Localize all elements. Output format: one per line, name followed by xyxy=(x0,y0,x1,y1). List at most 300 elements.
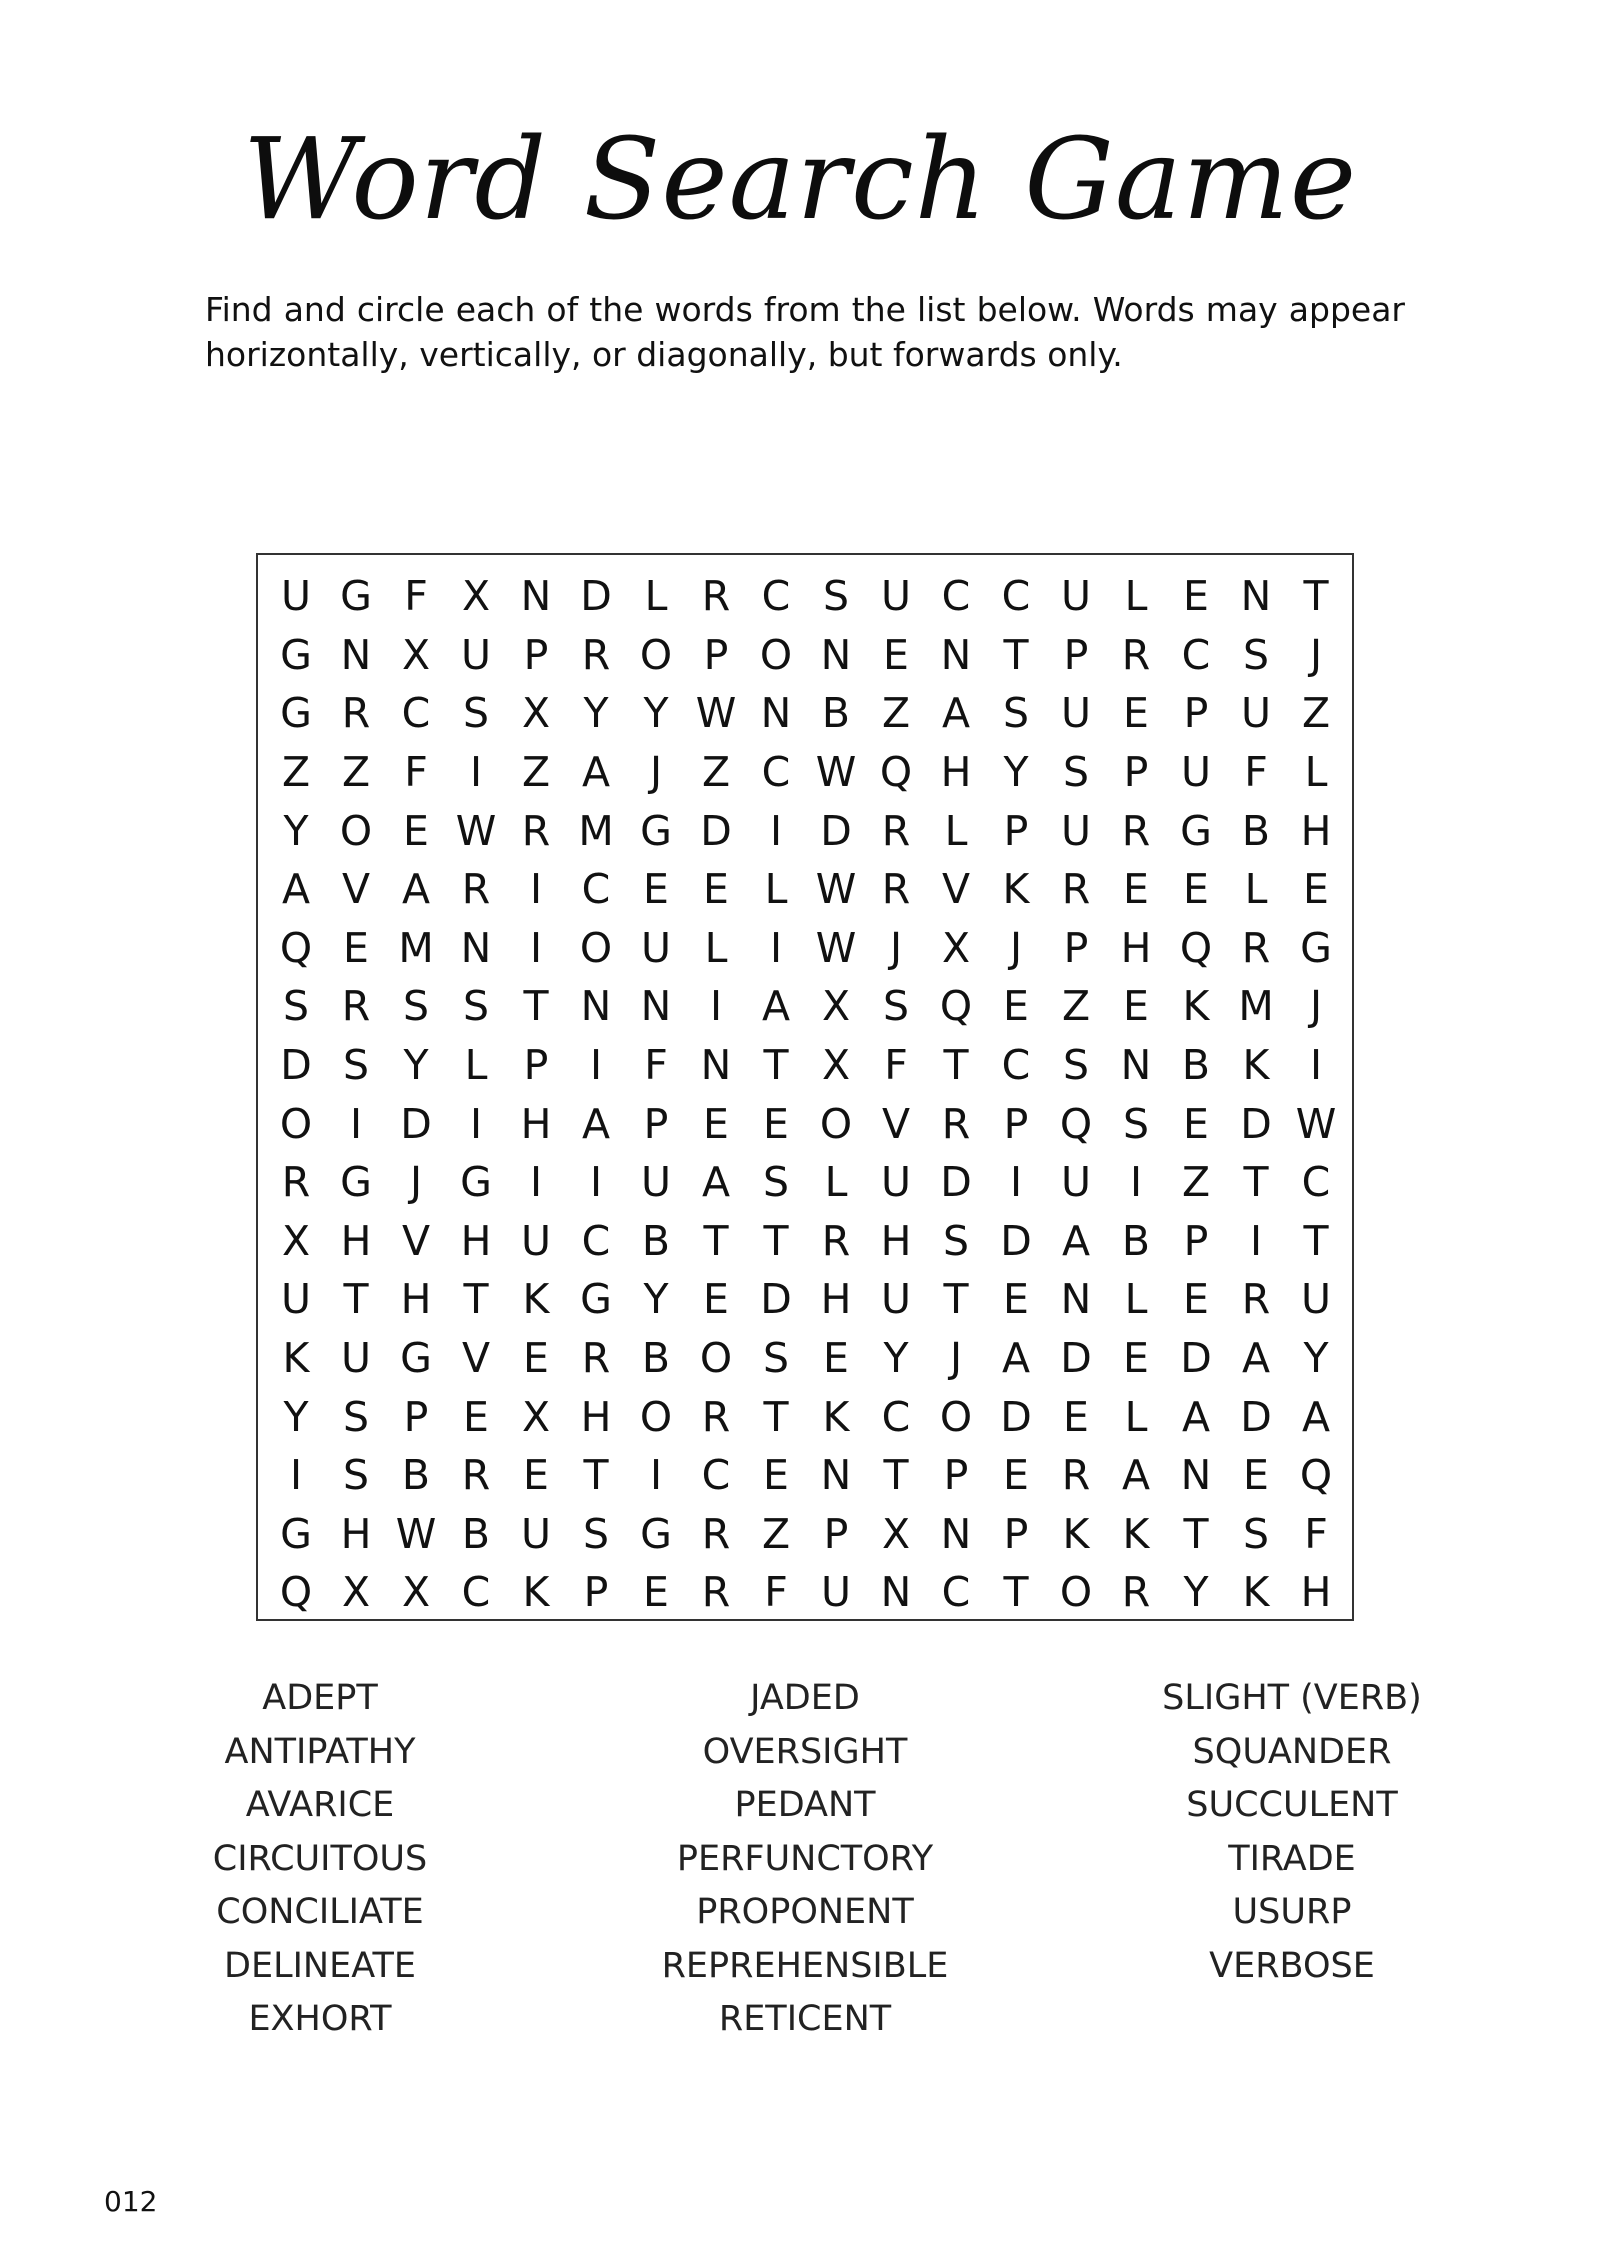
grid-cell[interactable]: P xyxy=(1123,748,1149,797)
grid-cell[interactable]: H xyxy=(880,1216,912,1265)
grid-cell[interactable]: A xyxy=(1001,1334,1031,1383)
grid-cell[interactable]: E xyxy=(1123,689,1149,738)
grid-cell[interactable]: R xyxy=(1241,1275,1271,1324)
grid-cell[interactable]: N xyxy=(1180,1451,1212,1500)
grid-cell[interactable]: A xyxy=(761,982,791,1031)
grid-cell[interactable]: D xyxy=(820,806,852,855)
grid-cell[interactable]: H xyxy=(520,1099,552,1148)
grid-cell[interactable]: A xyxy=(1181,1392,1211,1441)
grid-cell[interactable]: R xyxy=(1061,1451,1091,1500)
grid-cell[interactable]: W xyxy=(815,923,857,972)
grid-cell[interactable]: C xyxy=(1301,1158,1331,1207)
grid-cell[interactable]: E xyxy=(883,630,909,679)
grid-cell[interactable]: E xyxy=(1183,1275,1209,1324)
grid-cell[interactable]: R xyxy=(881,806,911,855)
grid-cell[interactable]: K xyxy=(822,1392,850,1441)
grid-cell[interactable]: A xyxy=(581,748,611,797)
grid-cell[interactable]: U xyxy=(1300,1275,1331,1324)
grid-cell[interactable]: H xyxy=(1120,923,1152,972)
grid-cell[interactable]: H xyxy=(400,1275,432,1324)
grid-cell[interactable]: C xyxy=(581,865,611,914)
grid-cell[interactable]: E xyxy=(643,865,669,914)
grid-cell[interactable]: T xyxy=(703,1216,729,1265)
grid-cell[interactable]: R xyxy=(821,1216,851,1265)
grid-cell[interactable]: N xyxy=(820,630,852,679)
grid-cell[interactable]: X xyxy=(281,1216,311,1265)
grid-cell[interactable]: S xyxy=(1122,1099,1150,1148)
grid-cell[interactable]: D xyxy=(280,1041,312,1090)
grid-cell[interactable]: I xyxy=(469,1099,483,1148)
grid-cell[interactable]: G xyxy=(280,689,312,738)
grid-cell[interactable]: F xyxy=(644,1041,668,1090)
grid-cell[interactable]: O xyxy=(339,806,373,855)
grid-cell[interactable]: S xyxy=(1002,689,1030,738)
grid-cell[interactable]: P xyxy=(1003,1509,1029,1558)
grid-cell[interactable]: U xyxy=(880,572,911,621)
grid-cell[interactable]: C xyxy=(1001,1041,1031,1090)
grid-cell[interactable]: A xyxy=(701,1158,731,1207)
grid-cell[interactable]: U xyxy=(280,572,311,621)
grid-cell[interactable]: L xyxy=(1304,748,1328,797)
grid-cell[interactable]: N xyxy=(340,630,372,679)
grid-cell[interactable]: H xyxy=(340,1509,372,1558)
grid-cell[interactable]: R xyxy=(521,806,551,855)
grid-cell[interactable]: Z xyxy=(761,1509,791,1558)
grid-cell[interactable]: E xyxy=(1303,865,1329,914)
grid-cell[interactable]: J xyxy=(1009,923,1023,972)
grid-cell[interactable]: O xyxy=(939,1392,973,1441)
grid-cell[interactable]: N xyxy=(580,982,612,1031)
grid-cell[interactable]: T xyxy=(1003,1568,1029,1617)
grid-cell[interactable]: D xyxy=(1000,1392,1032,1441)
grid-cell[interactable]: E xyxy=(1183,1099,1209,1148)
grid-cell[interactable]: T xyxy=(763,1041,789,1090)
grid-cell[interactable]: T xyxy=(1243,1158,1269,1207)
grid-cell[interactable]: R xyxy=(1121,630,1151,679)
grid-cell[interactable]: X xyxy=(461,572,491,621)
grid-cell[interactable]: A xyxy=(401,865,431,914)
grid-cell[interactable]: R xyxy=(701,1392,731,1441)
grid-cell[interactable]: J xyxy=(649,748,663,797)
grid-cell[interactable]: D xyxy=(760,1275,792,1324)
grid-cell[interactable]: R xyxy=(881,865,911,914)
grid-cell[interactable]: D xyxy=(400,1099,432,1148)
grid-cell[interactable]: P xyxy=(523,630,549,679)
grid-cell[interactable]: F xyxy=(1304,1509,1328,1558)
grid-cell[interactable]: Z xyxy=(881,689,911,738)
grid-cell[interactable]: P xyxy=(1003,806,1029,855)
grid-cell[interactable]: G xyxy=(1300,923,1332,972)
grid-cell[interactable]: E xyxy=(403,806,429,855)
grid-cell[interactable]: N xyxy=(1240,572,1272,621)
grid-cell[interactable]: K xyxy=(1242,1568,1270,1617)
grid-cell[interactable]: X xyxy=(521,1392,551,1441)
grid-cell[interactable]: B xyxy=(401,1451,431,1500)
grid-cell[interactable]: V xyxy=(941,865,971,914)
grid-cell[interactable]: G xyxy=(400,1334,432,1383)
grid-cell[interactable]: N xyxy=(520,572,552,621)
grid-cell[interactable]: Z xyxy=(1301,689,1331,738)
grid-cell[interactable]: T xyxy=(1183,1509,1209,1558)
grid-cell[interactable]: U xyxy=(1060,1158,1091,1207)
grid-cell[interactable]: M xyxy=(398,923,434,972)
grid-cell[interactable]: E xyxy=(1003,982,1029,1031)
grid-cell[interactable]: N xyxy=(760,689,792,738)
grid-cell[interactable]: O xyxy=(579,923,613,972)
grid-cell[interactable]: P xyxy=(1003,1099,1029,1148)
grid-cell[interactable]: U xyxy=(1180,748,1211,797)
grid-cell[interactable]: S xyxy=(462,689,490,738)
grid-cell[interactable]: G xyxy=(1180,806,1212,855)
grid-cell[interactable]: H xyxy=(820,1275,852,1324)
grid-cell[interactable]: J xyxy=(1309,982,1323,1031)
grid-cell[interactable]: L xyxy=(824,1158,848,1207)
grid-cell[interactable]: L xyxy=(704,923,728,972)
grid-cell[interactable]: Q xyxy=(1059,1099,1093,1148)
grid-cell[interactable]: X xyxy=(401,630,431,679)
grid-cell[interactable]: P xyxy=(1063,923,1089,972)
grid-cell[interactable]: H xyxy=(580,1392,612,1441)
grid-cell[interactable]: E xyxy=(1003,1451,1029,1500)
grid-cell[interactable]: E xyxy=(523,1451,549,1500)
grid-cell[interactable]: O xyxy=(699,1334,733,1383)
grid-cell[interactable]: P xyxy=(583,1568,609,1617)
grid-cell[interactable]: U xyxy=(1060,806,1091,855)
grid-cell[interactable]: E xyxy=(523,1334,549,1383)
grid-cell[interactable]: K xyxy=(282,1334,310,1383)
grid-cell[interactable]: L xyxy=(1124,572,1148,621)
grid-cell[interactable]: I xyxy=(649,1451,663,1500)
grid-cell[interactable]: E xyxy=(703,1275,729,1324)
grid-cell[interactable]: E xyxy=(1123,1334,1149,1383)
grid-cell[interactable]: C xyxy=(461,1568,491,1617)
grid-cell[interactable]: F xyxy=(404,748,428,797)
grid-cell[interactable]: Z xyxy=(1181,1158,1211,1207)
grid-cell[interactable]: I xyxy=(529,865,543,914)
grid-cell[interactable]: T xyxy=(883,1451,909,1500)
grid-cell[interactable]: X xyxy=(401,1568,431,1617)
grid-cell[interactable]: A xyxy=(581,1099,611,1148)
grid-cell[interactable]: R xyxy=(1241,923,1271,972)
grid-cell[interactable]: C xyxy=(1181,630,1211,679)
grid-cell[interactable]: T xyxy=(1303,1216,1329,1265)
grid-cell[interactable]: Z xyxy=(341,748,371,797)
grid-cell[interactable]: T xyxy=(943,1041,969,1090)
grid-cell[interactable]: T xyxy=(763,1392,789,1441)
grid-cell[interactable]: B xyxy=(1241,806,1271,855)
grid-cell[interactable]: X xyxy=(941,923,971,972)
grid-cell[interactable]: K xyxy=(522,1275,550,1324)
grid-cell[interactable]: P xyxy=(403,1392,429,1441)
grid-cell[interactable]: N xyxy=(940,630,972,679)
grid-cell[interactable]: N xyxy=(880,1568,912,1617)
grid-cell[interactable]: Y xyxy=(583,689,609,738)
grid-cell[interactable]: S xyxy=(942,1216,970,1265)
grid-cell[interactable]: I xyxy=(769,806,783,855)
grid-cell[interactable]: D xyxy=(1000,1216,1032,1265)
grid-cell[interactable]: R xyxy=(701,1509,731,1558)
grid-cell[interactable]: D xyxy=(1060,1334,1092,1383)
grid-cell[interactable]: S xyxy=(762,1334,790,1383)
grid-cell[interactable]: F xyxy=(764,1568,788,1617)
grid-cell[interactable]: E xyxy=(703,1099,729,1148)
grid-cell[interactable]: G xyxy=(640,1509,672,1558)
grid-cell[interactable]: U xyxy=(280,1275,311,1324)
grid-cell[interactable]: D xyxy=(940,1158,972,1207)
grid-cell[interactable]: W xyxy=(815,748,857,797)
grid-cell[interactable]: F xyxy=(404,572,428,621)
grid-cell[interactable]: Q xyxy=(879,748,913,797)
grid-cell[interactable]: P xyxy=(523,1041,549,1090)
grid-cell[interactable]: U xyxy=(640,1158,671,1207)
grid-cell[interactable]: S xyxy=(402,982,430,1031)
grid-cell[interactable]: I xyxy=(529,923,543,972)
grid-cell[interactable]: C xyxy=(1001,572,1031,621)
grid-cell[interactable]: J xyxy=(1309,630,1323,679)
grid-cell[interactable]: N xyxy=(460,923,492,972)
grid-cell[interactable]: Y xyxy=(283,1392,309,1441)
grid-cell[interactable]: K xyxy=(1062,1509,1090,1558)
grid-cell[interactable]: R xyxy=(1121,806,1151,855)
grid-cell[interactable]: S xyxy=(462,982,490,1031)
grid-cell[interactable]: U xyxy=(1060,689,1091,738)
grid-cell[interactable]: L xyxy=(644,572,668,621)
grid-cell[interactable]: I xyxy=(709,982,723,1031)
grid-cell[interactable]: P xyxy=(1183,1216,1209,1265)
grid-cell[interactable]: R xyxy=(341,689,371,738)
grid-cell[interactable]: U xyxy=(640,923,671,972)
grid-cell[interactable]: E xyxy=(703,865,729,914)
grid-cell[interactable]: Y xyxy=(1303,1334,1329,1383)
grid-cell[interactable]: N xyxy=(1060,1275,1092,1324)
grid-cell[interactable]: Z xyxy=(281,748,311,797)
grid-cell[interactable]: T xyxy=(763,1216,789,1265)
grid-cell[interactable]: K xyxy=(1002,865,1030,914)
grid-cell[interactable]: G xyxy=(280,1509,312,1558)
grid-cell[interactable]: Q xyxy=(279,923,313,972)
grid-cell[interactable]: O xyxy=(279,1099,313,1148)
grid-cell[interactable]: I xyxy=(769,923,783,972)
grid-cell[interactable]: M xyxy=(578,806,614,855)
grid-cell[interactable]: A xyxy=(1061,1216,1091,1265)
grid-cell[interactable]: S xyxy=(1062,748,1090,797)
grid-cell[interactable]: H xyxy=(460,1216,492,1265)
grid-cell[interactable]: R xyxy=(341,982,371,1031)
grid-cell[interactable]: O xyxy=(1059,1568,1093,1617)
grid-cell[interactable]: T xyxy=(523,982,549,1031)
grid-cell[interactable]: S xyxy=(282,982,310,1031)
grid-cell[interactable]: L xyxy=(944,806,968,855)
grid-cell[interactable]: Y xyxy=(283,806,309,855)
grid-cell[interactable]: G xyxy=(580,1275,612,1324)
grid-cell[interactable]: S xyxy=(582,1509,610,1558)
grid-cell[interactable]: A xyxy=(1241,1334,1271,1383)
grid-cell[interactable]: F xyxy=(884,1041,908,1090)
grid-cell[interactable]: S xyxy=(342,1451,370,1500)
grid-cell[interactable]: Q xyxy=(1299,1451,1333,1500)
grid-cell[interactable]: C xyxy=(941,1568,971,1617)
grid-cell[interactable]: U xyxy=(880,1158,911,1207)
grid-cell[interactable]: T xyxy=(343,1275,369,1324)
grid-cell[interactable]: X xyxy=(521,689,551,738)
grid-cell[interactable]: P xyxy=(823,1509,849,1558)
grid-cell[interactable]: O xyxy=(639,630,673,679)
grid-cell[interactable]: U xyxy=(340,1334,371,1383)
grid-cell[interactable]: G xyxy=(460,1158,492,1207)
grid-cell[interactable]: P xyxy=(643,1099,669,1148)
grid-cell[interactable]: F xyxy=(1244,748,1268,797)
grid-cell[interactable]: I xyxy=(1129,1158,1143,1207)
grid-cell[interactable]: W xyxy=(695,689,737,738)
grid-cell[interactable]: Z xyxy=(701,748,731,797)
grid-cell[interactable]: S xyxy=(342,1392,370,1441)
grid-cell[interactable]: E xyxy=(343,923,369,972)
grid-cell[interactable]: Y xyxy=(1183,1568,1209,1617)
grid-cell[interactable]: P xyxy=(1183,689,1209,738)
grid-cell[interactable]: Y xyxy=(643,689,669,738)
grid-cell[interactable]: V xyxy=(881,1099,911,1148)
grid-cell[interactable]: R xyxy=(701,1568,731,1617)
grid-cell[interactable]: C xyxy=(941,572,971,621)
grid-cell[interactable]: C xyxy=(761,572,791,621)
grid-cell[interactable]: E xyxy=(1123,865,1149,914)
grid-cell[interactable]: M xyxy=(1238,982,1274,1031)
grid-cell[interactable]: K xyxy=(1242,1041,1270,1090)
grid-cell[interactable]: Z xyxy=(1061,982,1091,1031)
grid-cell[interactable]: O xyxy=(759,630,793,679)
grid-cell[interactable]: A xyxy=(281,865,311,914)
grid-cell[interactable]: V xyxy=(461,1334,491,1383)
grid-cell[interactable]: W xyxy=(815,865,857,914)
grid-cell[interactable]: S xyxy=(822,572,850,621)
grid-cell[interactable]: R xyxy=(461,1451,491,1500)
grid-cell[interactable]: H xyxy=(1300,1568,1332,1617)
grid-cell[interactable]: D xyxy=(700,806,732,855)
grid-cell[interactable]: C xyxy=(881,1392,911,1441)
grid-cell[interactable]: H xyxy=(1300,806,1332,855)
grid-cell[interactable]: J xyxy=(949,1334,963,1383)
grid-cell[interactable]: X xyxy=(821,1041,851,1090)
grid-cell[interactable]: K xyxy=(1122,1509,1150,1558)
grid-cell[interactable]: E xyxy=(1183,572,1209,621)
grid-cell[interactable]: V xyxy=(401,1216,431,1265)
grid-cell[interactable]: E xyxy=(823,1334,849,1383)
grid-cell[interactable]: I xyxy=(1009,1158,1023,1207)
grid-cell[interactable]: T xyxy=(943,1275,969,1324)
grid-cell[interactable]: I xyxy=(529,1158,543,1207)
grid-cell[interactable]: Y xyxy=(883,1334,909,1383)
grid-cell[interactable]: O xyxy=(639,1392,673,1441)
grid-cell[interactable]: R xyxy=(1061,865,1091,914)
grid-cell[interactable]: J xyxy=(889,923,903,972)
grid-cell[interactable]: B xyxy=(641,1216,671,1265)
grid-cell[interactable]: H xyxy=(340,1216,372,1265)
grid-cell[interactable]: Q xyxy=(939,982,973,1031)
grid-cell[interactable]: X xyxy=(881,1509,911,1558)
grid-cell[interactable]: I xyxy=(289,1451,303,1500)
grid-cell[interactable]: I xyxy=(1309,1041,1323,1090)
grid-cell[interactable]: I xyxy=(349,1099,363,1148)
grid-cell[interactable]: Y xyxy=(403,1041,429,1090)
grid-cell[interactable]: W xyxy=(1295,1099,1337,1148)
grid-cell[interactable]: C xyxy=(401,689,431,738)
grid-cell[interactable]: R xyxy=(941,1099,971,1148)
grid-cell[interactable]: D xyxy=(1240,1099,1272,1148)
grid-cell[interactable]: E xyxy=(1183,865,1209,914)
grid-cell[interactable]: P xyxy=(1063,630,1089,679)
grid-cell[interactable]: K xyxy=(522,1568,550,1617)
grid-cell[interactable]: E xyxy=(1123,982,1149,1031)
grid-cell[interactable]: R xyxy=(581,1334,611,1383)
grid-cell[interactable]: Y xyxy=(1003,748,1029,797)
grid-cell[interactable]: C xyxy=(761,748,791,797)
grid-cell[interactable]: Z xyxy=(521,748,551,797)
grid-cell[interactable]: C xyxy=(581,1216,611,1265)
grid-cell[interactable]: L xyxy=(1124,1275,1148,1324)
grid-cell[interactable]: U xyxy=(820,1568,851,1617)
grid-cell[interactable]: G xyxy=(340,1158,372,1207)
grid-cell[interactable]: W xyxy=(395,1509,437,1558)
grid-cell[interactable]: T xyxy=(583,1451,609,1500)
grid-cell[interactable]: S xyxy=(762,1158,790,1207)
grid-cell[interactable]: T xyxy=(463,1275,489,1324)
grid-cell[interactable]: D xyxy=(580,572,612,621)
grid-cell[interactable]: B xyxy=(821,689,851,738)
grid-cell[interactable]: Q xyxy=(1179,923,1213,972)
grid-cell[interactable]: N xyxy=(640,982,672,1031)
grid-cell[interactable]: U xyxy=(880,1275,911,1324)
grid-cell[interactable]: N xyxy=(1120,1041,1152,1090)
grid-cell[interactable]: W xyxy=(455,806,497,855)
grid-cell[interactable]: J xyxy=(409,1158,423,1207)
grid-cell[interactable]: C xyxy=(701,1451,731,1500)
grid-cell[interactable]: I xyxy=(589,1158,603,1207)
grid-cell[interactable]: R xyxy=(461,865,491,914)
grid-cell[interactable]: E xyxy=(463,1392,489,1441)
grid-cell[interactable]: L xyxy=(1244,865,1268,914)
grid-cell[interactable]: O xyxy=(819,1099,853,1148)
grid-cell[interactable]: R xyxy=(701,572,731,621)
grid-cell[interactable]: B xyxy=(461,1509,491,1558)
grid-cell[interactable]: D xyxy=(1180,1334,1212,1383)
grid-cell[interactable]: R xyxy=(1121,1568,1151,1617)
grid-cell[interactable]: T xyxy=(1003,630,1029,679)
grid-cell[interactable]: A xyxy=(1121,1451,1151,1500)
grid-cell[interactable]: R xyxy=(581,630,611,679)
grid-cell[interactable]: E xyxy=(763,1099,789,1148)
grid-cell[interactable]: N xyxy=(820,1451,852,1500)
grid-cell[interactable]: S xyxy=(882,982,910,1031)
grid-cell[interactable]: U xyxy=(460,630,491,679)
grid-cell[interactable]: N xyxy=(700,1041,732,1090)
grid-cell[interactable]: B xyxy=(1121,1216,1151,1265)
grid-cell[interactable]: E xyxy=(763,1451,789,1500)
grid-cell[interactable]: A xyxy=(941,689,971,738)
grid-cell[interactable]: G xyxy=(280,630,312,679)
grid-cell[interactable]: L xyxy=(1124,1392,1148,1441)
grid-cell[interactable]: V xyxy=(341,865,371,914)
grid-cell[interactable]: R xyxy=(281,1158,311,1207)
grid-cell[interactable]: N xyxy=(940,1509,972,1558)
grid-cell[interactable]: B xyxy=(1181,1041,1211,1090)
grid-cell[interactable]: T xyxy=(1303,572,1329,621)
grid-cell[interactable]: E xyxy=(1063,1392,1089,1441)
grid-cell[interactable]: X xyxy=(341,1568,371,1617)
grid-cell[interactable]: B xyxy=(641,1334,671,1383)
grid-cell[interactable]: S xyxy=(1242,630,1270,679)
grid-cell[interactable]: H xyxy=(940,748,972,797)
grid-cell[interactable]: Y xyxy=(643,1275,669,1324)
